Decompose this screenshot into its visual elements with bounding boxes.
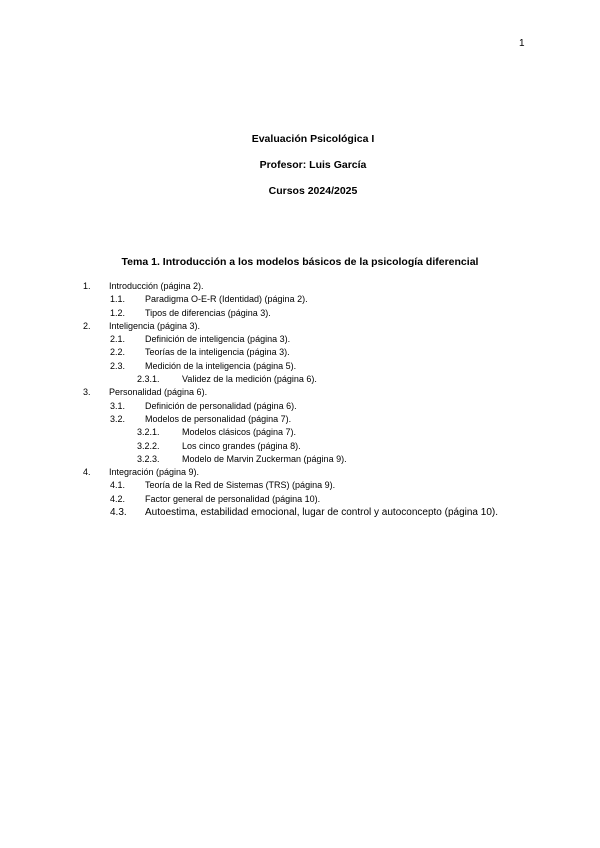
toc-item-number: 2.3.1.	[137, 374, 160, 385]
toc-item	[0, 320, 600, 333]
table-of-contents	[0, 280, 600, 519]
toc-item-text: Validez de la medición (página 6).	[182, 374, 317, 385]
toc-item-text: Introducción (página 2).	[109, 281, 204, 291]
toc-item-text: Modelo de Marvin Zuckerman (página 9).	[182, 453, 347, 464]
toc-item-number: 4.1.	[110, 480, 126, 491]
toc-item-number: 4.	[83, 467, 91, 478]
toc-item	[0, 413, 600, 426]
toc-item-number: 3.2.	[110, 413, 126, 424]
toc-item-text: Teorías de la inteligencia (página 3).	[145, 347, 290, 358]
tema-title: Tema 1. Introducción a los modelos básicos de la psicología diferencial	[121, 256, 479, 268]
toc-item	[0, 307, 600, 320]
toc-item	[0, 386, 600, 399]
toc-item-text: Teoría de la Red de Sistemas (TRS) (página 9).	[145, 480, 336, 491]
toc-item	[0, 426, 600, 439]
toc-item	[0, 346, 600, 359]
toc-item-number: 1.1.	[110, 294, 126, 305]
page-number: 1	[519, 38, 525, 49]
toc-item-number: 4.2.	[110, 493, 126, 504]
toc-item-number: 3.	[83, 387, 91, 398]
toc-item-number: 1.2.	[110, 307, 126, 318]
toc-item-text: Inteligencia (página 3).	[109, 320, 201, 331]
toc-item-number: 3.2.1.	[137, 427, 160, 438]
toc-item	[0, 293, 600, 306]
toc-item-text: Medición de la inteligencia (página 5).	[145, 360, 297, 371]
toc-item	[0, 466, 600, 479]
toc-item-number: 2.2.	[110, 347, 126, 358]
toc-item-text: Los cinco grandes (página 8).	[182, 440, 301, 451]
toc-item-number: 4.3.	[110, 507, 127, 519]
course-year: Cursos 2024/2025	[268, 185, 358, 197]
toc-item	[0, 493, 600, 506]
toc-item-text: Integración (página 9).	[109, 467, 200, 478]
toc-item-text: Definición de inteligencia (página 3).	[145, 334, 291, 345]
toc-item	[0, 440, 600, 453]
toc-item-text: Modelos clásicos (página 7).	[182, 427, 297, 438]
toc-item	[0, 453, 600, 466]
toc-item-number: 2.	[83, 320, 91, 331]
toc-item	[0, 400, 600, 413]
toc-item-number: 2.3.	[110, 360, 126, 371]
toc-item-number: 3.2.3.	[137, 453, 160, 464]
toc-item-text: Modelos de personalidad (página 7).	[145, 413, 292, 424]
toc-item	[0, 506, 600, 519]
toc-item-number: 3.2.2.	[137, 440, 160, 451]
professor-name: Profesor: Luis García	[259, 159, 367, 171]
toc-item	[0, 479, 600, 492]
toc-item-text: Personalidad (página 6).	[109, 387, 208, 398]
toc-item-number: 2.1.	[110, 334, 126, 345]
toc-item	[0, 360, 600, 373]
toc-item-number: 3.1.	[110, 400, 126, 411]
toc-item	[0, 280, 600, 293]
toc-item	[0, 373, 600, 386]
toc-item-number: 1.	[83, 281, 91, 291]
toc-item-text: Factor general de personalidad (página 10).	[145, 493, 321, 504]
toc-item	[0, 333, 600, 346]
toc-item-text: Paradigma O-E-R (Identidad) (página 2).	[145, 294, 308, 305]
toc-item-text: Tipos de diferencias (página 3).	[145, 307, 271, 318]
document-title: Evaluación Psicológica I	[251, 133, 375, 145]
toc-item-text: Autoestima, estabilidad emocional, lugar de control y autoconcepto (página 10).	[145, 507, 498, 519]
toc-item-text: Definición de personalidad (página 6).	[145, 400, 297, 411]
